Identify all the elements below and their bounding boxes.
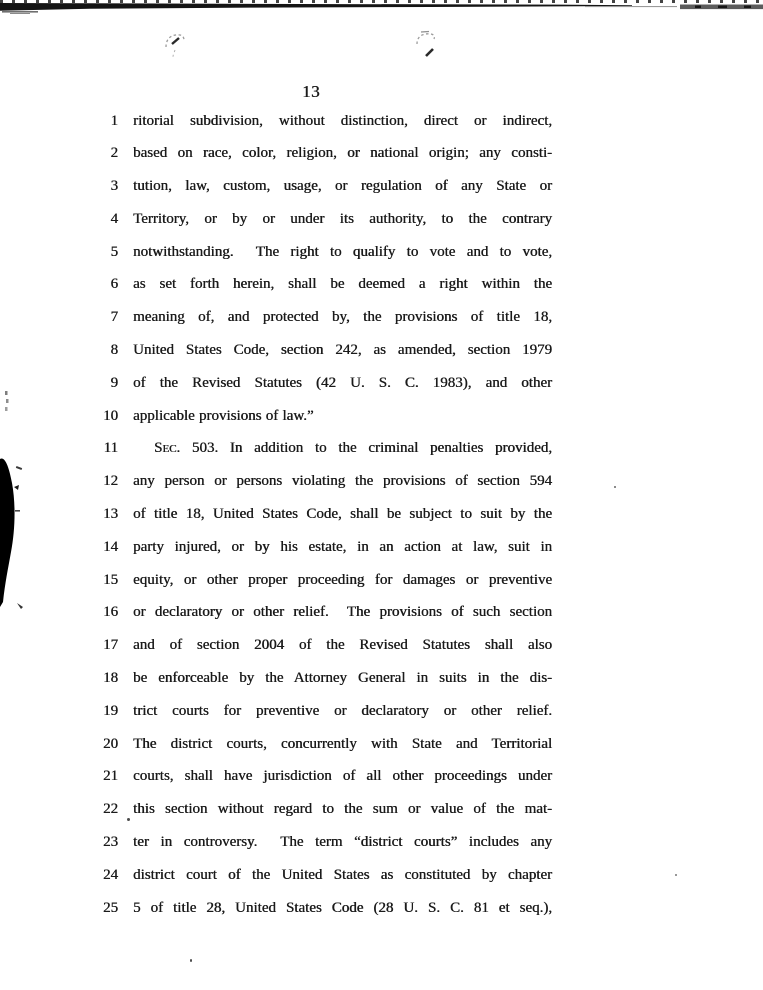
line-number: 18: [103, 670, 118, 687]
line-text: as set forth herein, shall be deemed a right within the: [133, 276, 552, 293]
line-number: 8: [110, 342, 118, 359]
bill-line: [90, 695, 552, 728]
line-number: 12: [103, 473, 118, 490]
bill-line: [90, 859, 552, 892]
line-number: 22: [103, 801, 118, 818]
line-number: 1: [110, 112, 118, 129]
bill-line: [90, 105, 552, 138]
line-text: this section without regard to the sum or value of the mat-: [133, 801, 552, 818]
line-number: 21: [103, 768, 118, 785]
line-text: Territory, or by or under its authority, to the contrary: [133, 210, 552, 227]
line-number: 2: [110, 145, 118, 162]
line-number: 23: [103, 834, 118, 851]
line-text: equity, or other proper proceeding for damages or preventive: [133, 571, 552, 588]
line-text: United States Code, section 242, as amended, section 1979: [133, 342, 552, 359]
bill-line: [90, 826, 552, 859]
line-text: ter in controversy. The term “district courts” includes any: [133, 834, 552, 851]
line-text: trict courts for preventive or declaratory or other relief.: [133, 702, 552, 719]
bill-line: [90, 892, 552, 925]
bill-line: [90, 498, 552, 531]
line-number: 11: [103, 440, 118, 457]
bill-line: [90, 760, 552, 793]
line-number: 13: [103, 506, 118, 523]
line-number: 20: [103, 735, 118, 752]
bill-line: [90, 400, 552, 433]
bill-line: [90, 301, 552, 334]
line-text: courts, shall have jurisdiction of all other proceedings under: [133, 768, 552, 785]
line-text: or declaratory or other relief. The provisions of such section: [133, 604, 552, 621]
scan-edge-band: [0, 0, 763, 18]
line-number: 14: [103, 538, 118, 555]
page-number: 13: [302, 82, 320, 101]
small-caps-word: Sec.: [154, 440, 181, 457]
line-text: tution, law, custom, usage, or regulation of any State or: [133, 178, 552, 195]
bill-line: [90, 334, 552, 367]
scan-speck: [190, 959, 192, 962]
bill-line: [90, 203, 552, 236]
scan-speck: [614, 486, 616, 488]
line-text: notwithstanding. The right to qualify to vote and to vote,: [133, 243, 552, 260]
line-text: 5 of title 28, United States Code (28 U. S. C. 81 et seq.),: [133, 899, 552, 916]
line-number: 17: [103, 637, 118, 654]
bill-line: [90, 728, 552, 761]
line-text: based on race, color, religion, or national origin; any consti-: [133, 145, 552, 162]
bill-line: [90, 564, 552, 597]
line-text: party injured, or by his estate, in an action at law, suit in: [133, 538, 552, 555]
line-text: The district courts, concurrently with State and Territorial: [133, 735, 552, 752]
line-number: 6: [110, 276, 118, 293]
line-number: 24: [103, 866, 118, 883]
pencil-mark-icon: [163, 30, 189, 60]
bill-line: [90, 531, 552, 564]
bill-line: [90, 465, 552, 498]
line-text: ritorial subdivision, without distinction, direct or indirect,: [133, 112, 552, 129]
line-text: applicable provisions of law.”: [133, 407, 314, 424]
ink-blot: [0, 455, 30, 620]
edge-dash-marks: [3, 390, 23, 416]
bill-line: [90, 629, 552, 662]
line-number: 15: [103, 571, 118, 588]
bill-line: [90, 236, 552, 269]
line-text: meaning of, and protected by, the provisions of title 18,: [133, 309, 552, 326]
line-text: district court of the United States as constituted by chapter: [133, 866, 552, 883]
line-number: 4: [110, 210, 118, 227]
line-number: 16: [103, 604, 118, 621]
bill-line: [90, 793, 552, 826]
line-text: of title 18, United States Code, shall be subject to suit by the: [133, 506, 552, 523]
line-text: Sec. 503. In addition to the criminal penalties provided,: [154, 440, 552, 457]
line-number: 3: [110, 178, 118, 195]
line-text: of the Revised Statutes (42 U. S. C. 1983), and other: [133, 374, 552, 391]
line-number: 19: [103, 702, 118, 719]
bill-line: [90, 367, 552, 400]
line-number: 9: [110, 374, 118, 391]
bill-line: [90, 137, 552, 170]
line-number: 10: [103, 407, 118, 424]
bill-text: [90, 105, 552, 925]
line-text: be enforceable by the Attorney General in suits in the dis-: [133, 670, 552, 687]
line-text: and of section 2004 of the Revised Statutes shall also: [133, 637, 552, 654]
bill-line: [90, 432, 552, 465]
bill-line: [90, 596, 552, 629]
line-number: 5: [110, 243, 118, 260]
bill-line: [90, 170, 552, 203]
line-number: 25: [103, 899, 118, 916]
line-text: any person or persons violating the provisions of section 594: [133, 473, 552, 490]
line-number: 7: [110, 309, 118, 326]
bill-line: [90, 268, 552, 301]
bill-line: [90, 662, 552, 695]
pencil-mark-icon: [413, 29, 439, 61]
scan-speck: [675, 874, 677, 876]
